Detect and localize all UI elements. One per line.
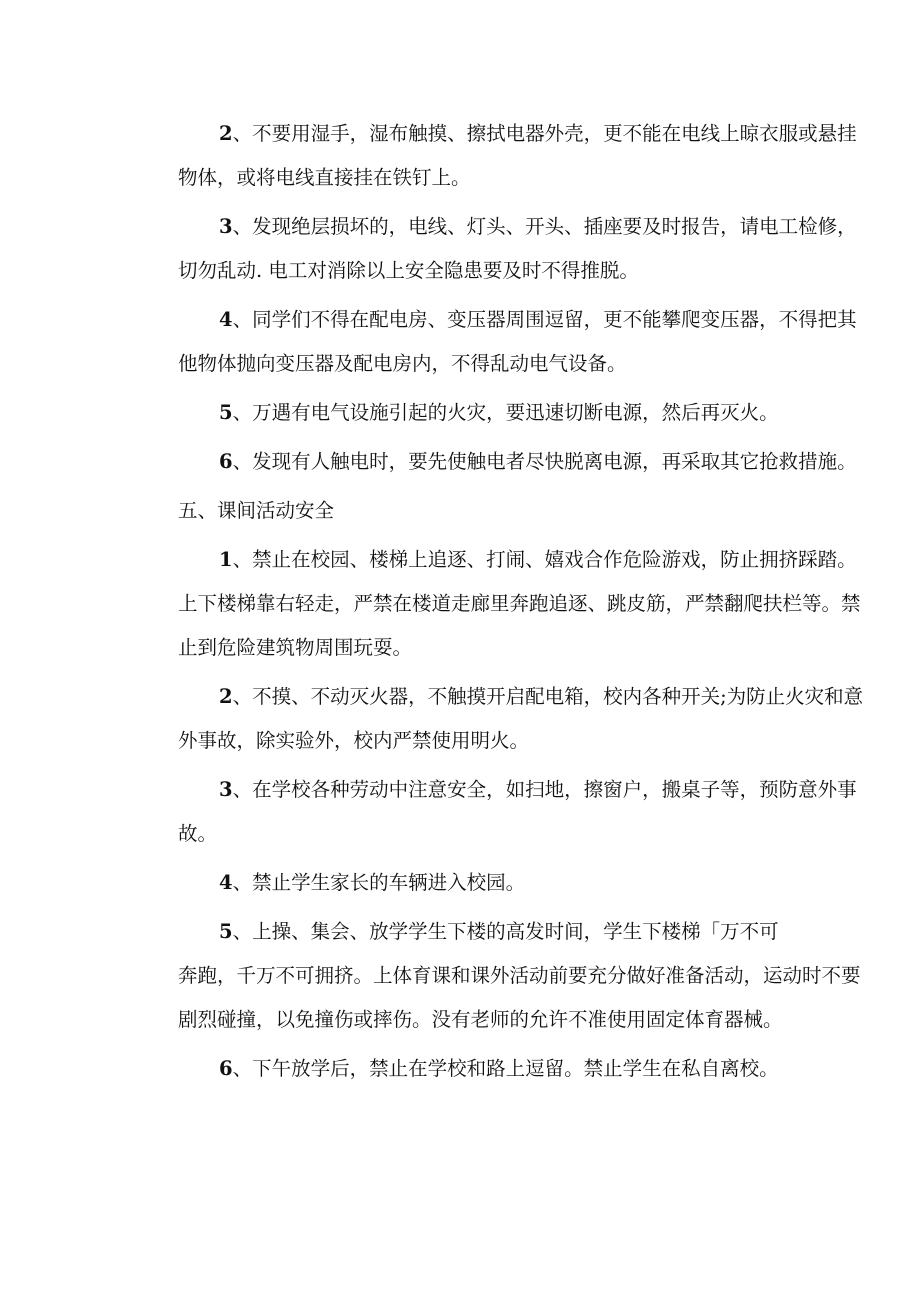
item-text: 、在学校各种劳动中注意安全，如扫地，擦窗户，搬桌子等，预防意外事 <box>232 778 857 801</box>
item-number: 4 <box>219 871 233 894</box>
item-text: 、发现有人触电时，要先使触电者尽快脱离电源，再采取其它抢救措施。 <box>232 450 857 473</box>
list-item <box>137 298 857 386</box>
item-text: 、不要用湿手，湿布触摸、擦拭电器外壳，更不能在电线上晾衣服或悬挂 <box>232 122 857 145</box>
item-text: 、万遇有电气设施引起的火灾，要迅速切断电源，然后再灭火。 <box>232 401 779 424</box>
list-item <box>137 675 864 763</box>
item-text: 剧烈碰撞，以免撞伤或摔伤。没有老师的允许不准使用固定体育器械。 <box>178 1008 783 1031</box>
list-item <box>137 538 861 670</box>
item-number: 2 <box>219 685 233 708</box>
list-item <box>137 112 857 200</box>
list-item <box>137 205 857 293</box>
item-text: 切勿乱动. 电工对消除以上安全隐患要及时不得推脱。 <box>178 259 639 282</box>
item-text: 、禁止学生家长的车辆进入校园。 <box>232 871 526 894</box>
list-item <box>137 861 785 905</box>
list-item <box>137 391 785 435</box>
item-text: 止到危险建筑物周围玩耍。 <box>178 636 413 659</box>
item-number: 1 <box>219 548 233 571</box>
item-number: 5 <box>219 920 233 943</box>
item-text: 、禁止在校园、楼梯上追逐、打闹、嬉戏合作危险游戏，防止拥挤踩踏。 <box>232 548 857 571</box>
list-item <box>137 910 861 1042</box>
item-number: 3 <box>219 215 233 238</box>
list-item <box>137 768 857 856</box>
item-text: 、下午放学后，禁止在学校和路上逗留。禁止学生在私自离校。 <box>232 1057 779 1080</box>
item-number: 3 <box>219 778 233 801</box>
item-text: 、同学们不得在配电房、变压器周围逗留，更不能攀爬变压器，不得把其 <box>232 308 857 331</box>
item-number: 6 <box>219 450 233 473</box>
section-heading: 五、课间活动安全 <box>178 499 335 522</box>
item-text: 故。 <box>178 822 218 845</box>
item-number: 4 <box>219 308 233 331</box>
item-number: 6 <box>219 1057 233 1080</box>
item-number: 2 <box>219 122 233 145</box>
item-number: 5 <box>219 401 233 424</box>
list-item <box>137 440 857 484</box>
item-text: 、发现绝层损坏的，电线、灯头、开头、插座要及时报告，请电工检修， <box>232 215 857 238</box>
item-text: 奔跑，千万不可拥挤。上体育课和课外活动前要充分做好准备活动，运动时不要 <box>178 964 861 987</box>
item-text: 物体，或将电线直接挂在铁钉上。 <box>178 166 471 189</box>
item-text: 、不摸、不动灭火器，不触摸开启配电箱，校内各种开关;为防止火灾和意 <box>232 685 864 708</box>
item-text: 上下楼梯靠右轻走，严禁在楼道走廊里奔跑追逐、跳皮筋，严禁翻爬扶栏等。禁 <box>178 592 861 615</box>
list-item <box>137 1047 785 1091</box>
item-text: 外事故，除实验外，校内严禁使用明火。 <box>178 729 530 752</box>
item-text: 、上操、集会、放学学生下楼的高发时间，学生下楼梯「万不可 <box>232 920 779 943</box>
document-body <box>137 112 864 1096</box>
item-text: 他物体抛向变压器及配电房内，不得乱动电气设备。 <box>178 352 627 375</box>
